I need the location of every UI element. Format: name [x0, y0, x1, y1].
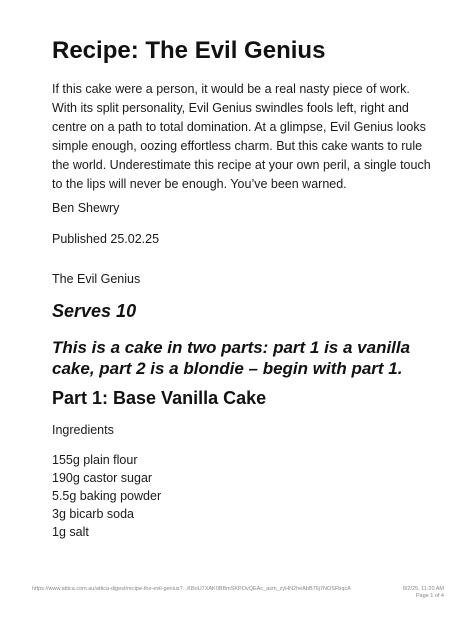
list-item: 3g bicarb soda — [52, 507, 135, 521]
recipe-subtitle: The Evil Genius — [52, 272, 141, 286]
list-item: 155g plain flour — [52, 453, 138, 467]
list-item: 190g castor sugar — [52, 471, 153, 485]
footer-url: https://www.attica.com.au/attica-digest/recipe-the-evil-genius?...KBoU7XAK0BBmSKPOvQEAc_asm_zyHN2heAbB76j7NOSFbqcA — [32, 586, 351, 592]
recipe-intro-heading: This is a cake in two parts: part 1 is a vanilla cake, part 2 is a blondie – begin with part 1. — [52, 338, 411, 378]
published-date: 25.02.25 — [110, 232, 160, 246]
page-title: Recipe: The Evil Genius — [52, 37, 326, 64]
serves-heading: Serves 10 — [52, 301, 137, 321]
published-line — [52, 230, 159, 248]
list-item: 5.5g baking powder — [52, 489, 162, 503]
list-item: 1g salt — [52, 525, 89, 539]
published-label: Published — [52, 232, 107, 246]
ingredients-list — [52, 451, 161, 541]
intro-paragraph: If this cake were a person, it would be a real nasty piece of work. With its split personality, Evil Genius swindles fools left, right and centre on a path to total domination. At a glimpse, Evil Genius looks simple enough, oozing effortless charm. But this cake wants to rule the world. Underestimate this recipe at your own peril, a single touch to the lips will never be enough. You’ve been warned. — [52, 82, 431, 191]
footer-page-number: Page 1 of 4 — [415, 593, 444, 599]
author-name: Ben Shewry — [52, 201, 120, 215]
footer-date: 8/2/25, 11:20 AM — [402, 586, 444, 592]
part1-heading: Part 1: Base Vanilla Cake — [52, 388, 267, 408]
footer-meta — [403, 586, 444, 600]
ingredients-label: Ingredients — [52, 423, 114, 437]
